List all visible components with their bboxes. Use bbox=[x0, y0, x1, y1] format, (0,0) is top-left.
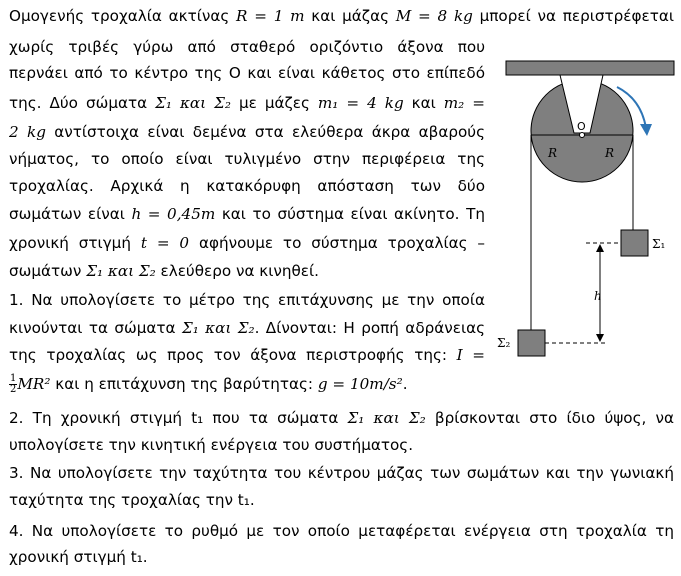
body-sigma1 bbox=[621, 230, 648, 256]
body-sigma2 bbox=[518, 330, 545, 356]
height-arrow-top-icon bbox=[596, 244, 604, 252]
q2-line-2: υπολογίσετε την κινητική ενέργεια του συστήματος. bbox=[9, 436, 414, 454]
body2-label: Σ₂ bbox=[497, 336, 511, 350]
q3-line-2: ταχύτητα της τροχαλίας την t₁. bbox=[9, 491, 255, 509]
q1-line-2: κινούνται τα σώματα Σ₁ και Σ₂. Δίνονται: Η ροπή αδράνειας bbox=[9, 319, 486, 337]
radius-right-label: R bbox=[605, 146, 615, 160]
intro-line-10: σωμάτων Σ₁ και Σ₂ ελεύθερο να κινηθεί. bbox=[9, 262, 319, 280]
intro-line-5: 2 kg αντίστοιχα είναι δεμένα στα ελεύθερα άκρα αβαρούς bbox=[9, 123, 486, 141]
q1-line-4: $\frac{1}{2}$ MR² και η επιτάχυνση της βαρύτητας: g = 10m/s². bbox=[10, 373, 408, 395]
intro-line-4: της. Δύο σώματα Σ₁ και Σ₂ με μάζες m₁ = 4 kg και m₂ = bbox=[9, 94, 485, 112]
intro-line-1: Ομογενής τροχαλία ακτίνας R = 1 m και μάζας M = 8 kg μπορεί να περιστρέφεται bbox=[9, 7, 674, 25]
axle bbox=[580, 133, 585, 138]
q3-line-1: 3. Να υπολογίσετε την ταχύτητα του κέντρου μάζας των σωμάτων και την γωνιακή bbox=[9, 464, 674, 482]
pulley-diagram bbox=[490, 56, 680, 366]
intro-line-3: περνάει από το κέντρο της Ο και είναι κάθετος στο επίπεδό bbox=[9, 64, 485, 82]
q1-line-1: 1. Να υπολογίσετε το μέτρο της επιτάχυνσης με την οποία bbox=[9, 291, 485, 309]
height-arrow-bottom-icon bbox=[596, 334, 604, 342]
intro-line-6: νήματος, το οποίο είναι τυλιγμένο στην περιφέρεια της bbox=[9, 150, 485, 168]
radius-left-label: R bbox=[548, 146, 558, 160]
body1-label: Σ₁ bbox=[652, 237, 666, 251]
q2-line-1: 2. Τη χρονική στιγμή t₁ που τα σώματα Σ₁ και Σ₂ βρίσκονται στο ίδιο ύψος, να bbox=[9, 409, 674, 427]
q1-line-3: της τροχαλίας ως προς τον άξονα περιστροφής της: I = bbox=[9, 346, 485, 364]
center-label: O bbox=[577, 120, 586, 133]
q4-line-1: 4. Να υπολογίσετε το ρυθμό με τον οποίο μεταφέρεται ενέργεια στη τροχαλία τη bbox=[9, 522, 674, 540]
intro-line-9: χρονική στιγμή t = 0 αφήνουμε το σύστημα τροχαλίας – bbox=[9, 234, 485, 252]
intro-line-2: χωρίς τριβές γύρω από σταθερό οριζόντιο άξονα που bbox=[9, 38, 485, 56]
height-label: h bbox=[594, 289, 602, 303]
intro-line-8: σωμάτων είναι h = 0,45m και το σύστημα είναι ακίνητο. Τη bbox=[9, 205, 485, 223]
intro-line-7: τροχαλίας. Αρχικά η κατακόρυφη απόσταση των δύο bbox=[9, 177, 485, 195]
q4-line-2: χρονική στιγμή t₁. bbox=[9, 548, 148, 566]
fraction: $\frac{1}{2}$ bbox=[10, 373, 17, 395]
ceiling-beam bbox=[506, 61, 674, 75]
rotation-arrowhead-icon bbox=[640, 124, 652, 136]
